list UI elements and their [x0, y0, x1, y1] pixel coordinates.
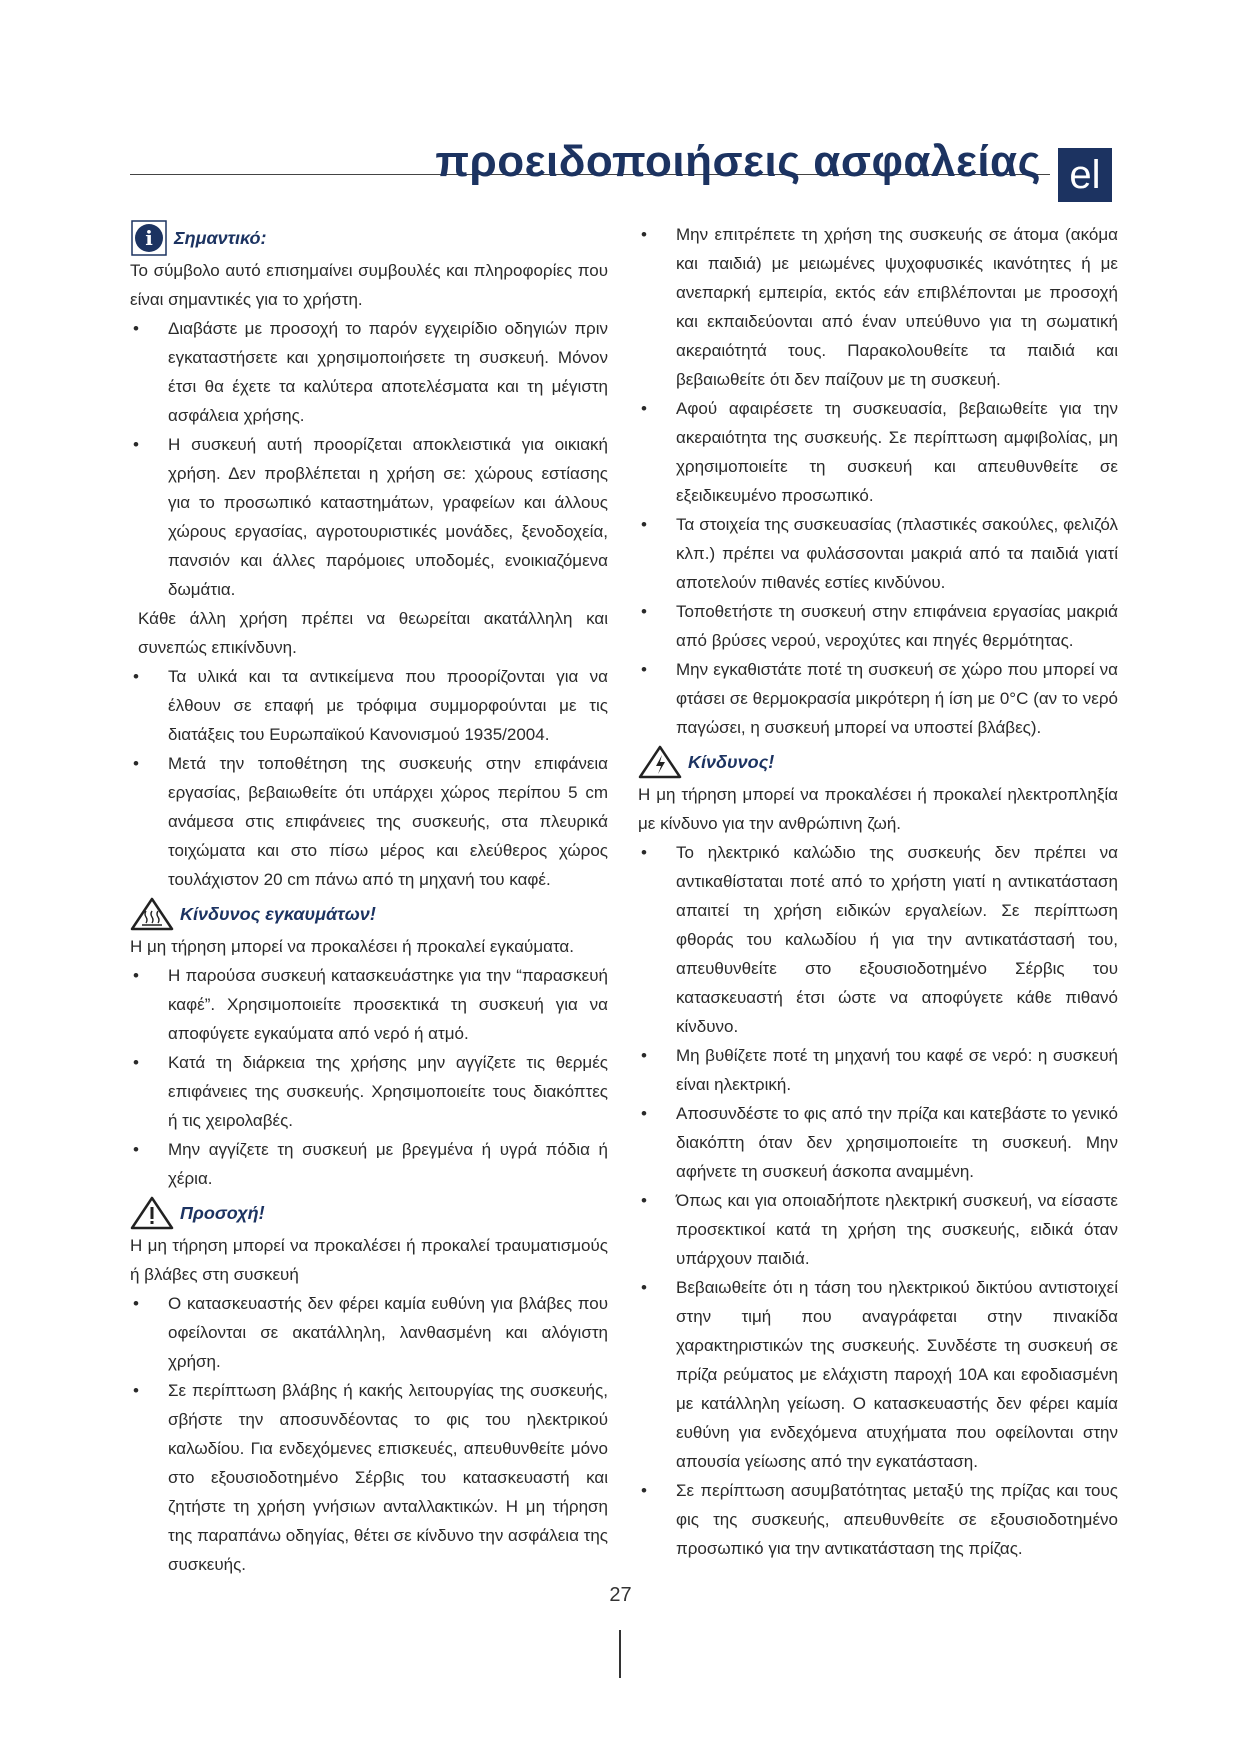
right-column — [638, 220, 1118, 1563]
danger-heading — [638, 746, 1118, 778]
list-item: • Τοποθετήστε τη συσκευή στην επιφάνεια εργασίας μακριά από βρύσες νερού, νεροχύτες και πηγές θερμότητας. — [641, 602, 1118, 650]
list-item: • Αποσυνδέστε το φις από την πρίζα και κατεβάστε το γενικό διακόπτη όταν δεν χρησιμοποιείτε τη συσκευή. Μην αφήνετε τη συσκευή άσκοπα αναμμένη. — [641, 1104, 1118, 1181]
list-item: • Μην αγγίζετε τη συσκευή με βρεγμένα ή υγρά πόδια ή χέρια. — [133, 1140, 608, 1188]
list-item: • Βεβαιωθείτε ότι η τάση του ηλεκτρικού δικτύου αντιστοιχεί στην τιμή που αναγράφεται στην πινακίδα χαρακτηριστικών της συσκευής. Συνδέστε τη συσκευή σε πρίζα ρεύματος με ελάχιστη παροχή 10A και εφοδιασμένη με κατάλληλη γείωση. Ο κατασκευαστής δεν φέρει καμία ευθύνη για ενδεχόμενα ατυχήματα που οφείλονται στην απουσία γείωσης από την εγκατάσταση. — [641, 1278, 1118, 1471]
important-note: Κάθε άλλη χρήση πρέπει να θεωρείται ακατάλληλη και συνεπώς επικίνδυνη. — [138, 609, 608, 657]
list-item: • Μετά την τοποθέτηση της συσκευής στην επιφάνεια εργασίας, βεβαιωθείτε ότι υπάρχει χώρος περίπου 5 cm ανάμεσα στις επιφάνειες της συσκευής, στα πλευρικά τοιχώματα και στο πίσω μέρος και ελεύθερος χώρος τουλάχιστον 20 cm πάνω από τη μηχανή του καφέ. — [133, 754, 608, 889]
list-item: • Ο κατασκευαστής δεν φέρει καμία ευθύνη για βλάβες που οφείλονται σε ακατάλληλη, λανθασμένη και αλόγιστη χρήση. — [133, 1294, 608, 1371]
caution-heading — [130, 1197, 608, 1229]
general-list — [638, 220, 1118, 742]
danger-list — [638, 838, 1118, 1563]
exclamation-warning-icon — [130, 1196, 174, 1230]
important-list-2 — [130, 662, 608, 894]
list-item: • Η παρούσα συσκευή κατασκευάστηκε για την “παρασκευή καφέ”. Χρησιμοποιείτε προσεκτικά τη συσκευή για να αποφύγετε εγκαύματα από νερό ή ατμό. — [133, 966, 608, 1043]
caution-intro: Η μη τήρηση μπορεί να προκαλέσει ή προκαλεί τραυματισμούς ή βλάβες στη συσκευή — [130, 1236, 608, 1284]
left-column — [130, 218, 608, 1579]
important-heading — [130, 222, 608, 254]
list-item: • Διαβάστε με προσοχή το παρόν εγχειρίδιο οδηγιών πριν εγκαταστήσετε και χρησιμοποιήσετε τη συσκευή. Μόνον έτσι θα έχετε τα καλύτερα αποτελέσματα και τη μέγιστη ασφάλεια χρήσης. — [133, 319, 608, 425]
caution-list — [130, 1289, 608, 1579]
language-badge: el — [1058, 148, 1112, 202]
burns-list — [130, 961, 608, 1193]
burns-heading — [130, 898, 608, 930]
important-intro: Το σύμβολο αυτό επισημαίνει συμβουλές και πληροφορίες που είναι σημαντικές για το χρήστη. — [130, 261, 608, 309]
page-title: προειδοποιήσεις ασφαλείας — [435, 137, 1041, 186]
burns-intro: Η μη τήρηση μπορεί να προκαλέσει ή προκαλεί εγκαύματα. — [130, 937, 574, 956]
list-item: • Μην επιτρέπετε τη χρήση της συσκευής σε άτομα (ακόμα και παιδιά) με μειωμένες ψυχοφυσικές ικανότητες ή με ανεπαρκή εμπειρία, εκτός εάν επιβλέπονται με προσοχή και εκπαιδεύονται από έναν υπεύθυνο για τη σωματική ακεραιότητά τους. Παρακολουθείτε τα παιδιά και βεβαιωθείτε ότι δεν παίζουν με τη συσκευή. — [641, 225, 1118, 389]
list-item: • Σε περίπτωση βλάβης ή κακής λειτουργίας της συσκευής, σβήστε την αποσυνδέοντας το φις του ηλεκτρικού καλωδίου. Για ενδεχόμενες επισκευές, απευθυνθείτε μόνο στο εξουσιοδοτημένο Σέρβις του κατασκευαστή και ζητήστε τη χρήση γνήσιων ανταλλακτικών. Η μη τήρηση της παραπάνω οδηγίας, θέτει σε κίνδυνο την ασφάλεια της συσκευής. — [133, 1381, 608, 1574]
important-list — [130, 314, 608, 604]
footer-rule — [619, 1630, 621, 1678]
electric-shock-warning-icon — [638, 745, 682, 779]
list-item: • Όπως και για οποιαδήποτε ηλεκτρική συσκευή, να είσαστε προσεκτικοί κατά τη χρήση της συσκευής, ειδικά όταν υπάρχουν παιδιά. — [641, 1191, 1118, 1268]
list-item: • Αφού αφαιρέσετε τη συσκευασία, βεβαιωθείτε για την ακεραιότητα της συσκευής. Σε περίπτωση αμφιβολίας, μη χρησιμοποιείτε τη συσκευή και απευθυνθείτε σε εξειδικευμένο προσωπικό. — [641, 399, 1118, 505]
list-item: • Η συσκευή αυτή προορίζεται αποκλειστικά για οικιακή χρήση. Δεν προβλέπεται η χρήση σε: χώρους εστίασης για το προσωπικό καταστημάτων, γραφείων και άλλους χώρους εργασίας, αγροτουριστικές μονάδες, ξενοδοχεία, πανσιόν και άλλες παρόμοιες υποδομές, ενοικιαζόμενα δωμάτια. — [133, 435, 608, 599]
danger-label: Κίνδυνος! — [688, 751, 775, 772]
hot-surface-warning-icon — [130, 897, 174, 931]
list-item: • Κατά τη διάρκεια της χρήσης μην αγγίζετε τις θερμές επιφάνειες της συσκευής. Χρησιμοποιείτε τους διακόπτες ή τις χειρολαβές. — [133, 1053, 608, 1130]
list-item: • Μη βυθίζετε ποτέ τη μηχανή του καφέ σε νερό: η συσκευή είναι ηλεκτρική. — [641, 1046, 1118, 1094]
page-number: 27 — [609, 1584, 632, 1606]
list-item: • Το ηλεκτρικό καλώδιο της συσκευής δεν πρέπει να αντικαθίσταται ποτέ από το χρήστη γιατί η αντικατάσταση απαιτεί τη χρήση ειδικών εργαλείων. Σε περίπτωση φθοράς του καλωδίου ή για την αντικατάστασή του, απευθυνθείτε στο εξουσιοδοτημένο Σέρβις του κατασκευαστή έτσι ώστε να αποφύγετε κάθε πιθανό κίνδυνο. — [641, 843, 1118, 1036]
list-item: • Τα υλικά και τα αντικείμενα που προορίζονται για να έλθουν σε επαφή με τρόφιμα συμμορφούνται με τις διατάξεις του Ευρωπαϊκού Κανονισμού 1935/2004. — [133, 667, 608, 744]
list-item: • Τα στοιχεία της συσκευασίας (πλαστικές σακούλες, φελιζόλ κλπ.) πρέπει να φυλάσσονται μακριά από τα παιδιά γιατί αποτελούν πιθανές εστίες κινδύνου. — [641, 515, 1118, 592]
burns-label: Κίνδυνος εγκαυμάτων! — [180, 903, 376, 924]
svg-text:i: i — [145, 226, 153, 250]
caution-label: Προσοχή! — [180, 1202, 265, 1223]
info-icon — [130, 219, 168, 257]
list-item: • Μην εγκαθιστάτε ποτέ τη συσκευή σε χώρο που μπορεί να φτάσει σε θερμοκρασία μικρότερη ή ίση με 0°C (αν το νερό παγώσει, η συσκευή μπορεί να υποστεί βλάβες). — [641, 660, 1118, 737]
important-label: Σημαντικό: — [174, 227, 267, 248]
list-item: • Σε περίπτωση ασυμβατότητας μεταξύ της πρίζας και τους φις της συσκευής, απευθυνθείτε σε εξουσιοδοτημένο προσωπικό για την αντικατάσταση της πρίζας. — [641, 1481, 1118, 1558]
danger-intro: Η μη τήρηση μπορεί να προκαλέσει ή προκαλεί ηλεκτροπληξία με κίνδυνο για την ανθρώπινη ζωή. — [638, 785, 1118, 833]
